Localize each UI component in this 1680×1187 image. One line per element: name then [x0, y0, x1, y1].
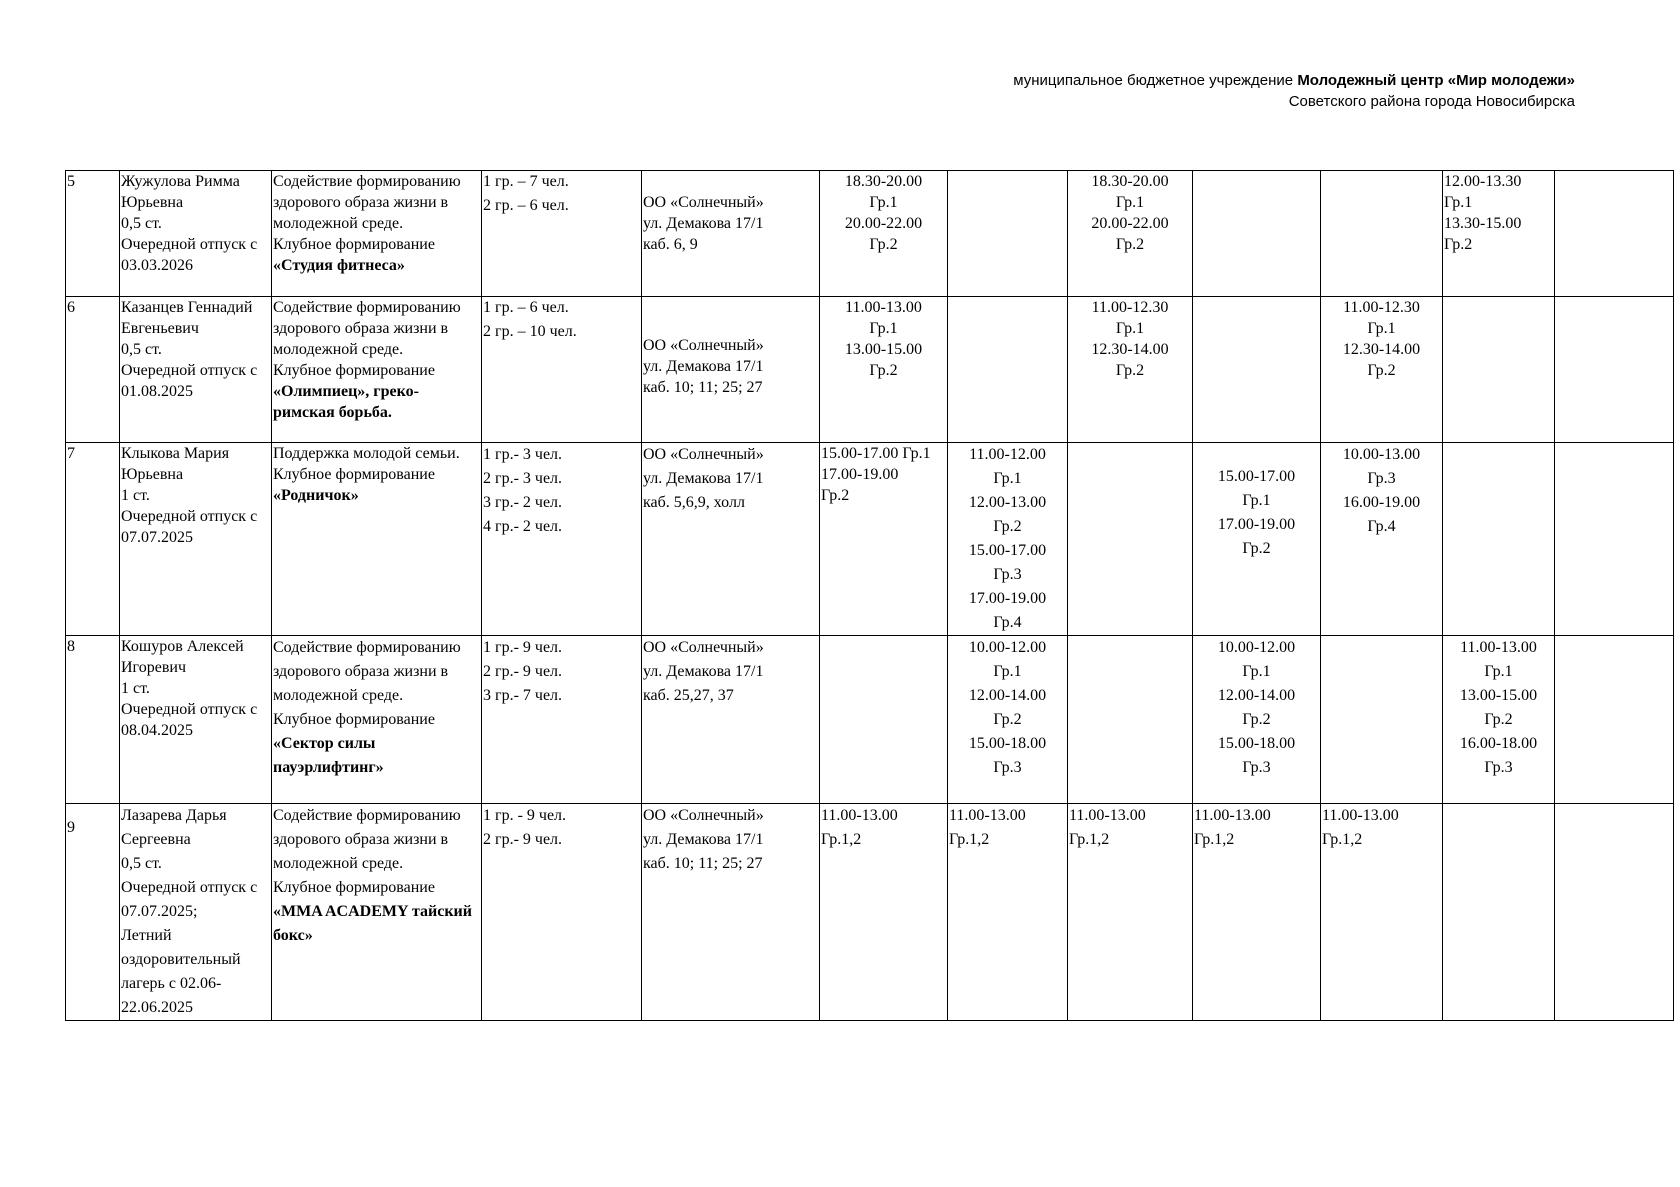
day-cell [1555, 443, 1674, 636]
day-cell: 10.00-13.00 Гр.3 16.00-19.00 Гр.4 [1321, 443, 1443, 636]
day-cell: 15.00-17.00 Гр.1 17.00-19.00 Гр.2 [820, 443, 948, 636]
location-cell: ОО «Солнечный» ул. Демакова 17/1 каб. 6, 9 [642, 171, 820, 297]
day-cell: 18.30-20.00 Гр.1 20.00-22.00 Гр.2 [1068, 171, 1193, 297]
row-number: 6 [66, 297, 120, 443]
day-cell: 11.00-12.30 Гр.1 12.30-14.00 Гр.2 [1068, 297, 1193, 443]
location-cell: ОО «Солнечный» ул. Демакова 17/1 каб. 25,27, 37 [642, 636, 820, 804]
table-row [66, 804, 1674, 1021]
table-row [66, 636, 1674, 804]
groups-cell: 1 гр.- 3 чел. 2 гр.- 3 чел. 3 гр.- 2 чел. 4 гр.- 2 чел. [482, 443, 642, 636]
day-cell [948, 171, 1068, 297]
club-name: «Олимпиец», греко-римская борьба. [273, 383, 419, 421]
groups-cell: 1 гр. – 7 чел. 2 гр. – 6 чел. [482, 171, 642, 297]
club-name: «Родничок» [273, 487, 359, 504]
day-cell: 11.00-13.00 Гр.1,2 [1193, 804, 1321, 1021]
day-cell [1321, 636, 1443, 804]
direction-cell: Содействие формированию здорового образа жизни в молодежной среде. Клубное формирование «MMA ACADEMY тайский бокс» [272, 804, 482, 1021]
person-cell: Лазарева Дарья Сергеевна 0,5 ст. Очередной отпуск с 07.07.2025; Летний оздоровительный лагерь с 02.06-22.06.2025 [120, 804, 272, 1021]
day-cell: 11.00-12.30 Гр.1 12.30-14.00 Гр.2 [1321, 297, 1443, 443]
club-name: «Сектор силы пауэрлифтинг» [273, 735, 384, 776]
day-cell [1443, 297, 1555, 443]
day-cell [1555, 636, 1674, 804]
day-cell [820, 636, 948, 804]
row-number: 7 [66, 443, 120, 636]
day-cell: 18.30-20.00 Гр.1 20.00-22.00 Гр.2 [820, 171, 948, 297]
row-number: 8 [66, 636, 120, 804]
day-cell [1443, 443, 1555, 636]
day-cell: 11.00-13.00 Гр.1,2 [1321, 804, 1443, 1021]
day-cell [1321, 171, 1443, 297]
day-cell [1193, 297, 1321, 443]
day-cell [948, 297, 1068, 443]
groups-cell: 1 гр. – 6 чел. 2 гр. – 10 чел. [482, 297, 642, 443]
day-cell [1443, 804, 1555, 1021]
institution-header [1013, 70, 1575, 112]
row-number: 9 [66, 804, 120, 1021]
day-cell: 11.00-12.00 Гр.1 12.00-13.00 Гр.2 15.00-17.00 Гр.3 17.00-19.00 Гр.4 [948, 443, 1068, 636]
table-row [66, 171, 1674, 297]
day-cell [1555, 804, 1674, 1021]
day-cell [1193, 171, 1321, 297]
groups-cell: 1 гр. - 9 чел. 2 гр.- 9 чел. [482, 804, 642, 1021]
table-row [66, 297, 1674, 443]
direction-cell: Содействие формированию здорового образа жизни в молодежной среде. Клубное формирование «Олимпиец», греко-римская борьба. [272, 297, 482, 443]
direction-cell: Содействие формированию здорового образа жизни в молодежной среде. Клубное формирование «Студия фитнеса» [272, 171, 482, 297]
direction-cell: Поддержка молодой семьи. Клубное формирование «Родничок» [272, 443, 482, 636]
person-cell: Кошуров Алексей Игоревич 1 ст. Очередной отпуск с 08.04.2025 [120, 636, 272, 804]
club-name: «MMA ACADEMY тайский бокс» [273, 903, 472, 944]
location-cell: ОО «Солнечный» ул. Демакова 17/1 каб. 5,6,9, холл [642, 443, 820, 636]
person-cell: Жужулова Римма Юрьевна 0,5 ст. Очередной отпуск с 03.03.2026 [120, 171, 272, 297]
day-cell: 11.00-13.00 Гр.1,2 [820, 804, 948, 1021]
day-cell: 10.00-12.00 Гр.1 12.00-14.00 Гр.2 15.00-18.00 Гр.3 [948, 636, 1068, 804]
header-line-2: Советского района города Новосибирска [1288, 93, 1575, 110]
day-cell: 12.00-13.30 Гр.1 13.30-15.00 Гр.2 [1443, 171, 1555, 297]
row-number: 5 [66, 171, 120, 297]
groups-cell: 1 гр.- 9 чел. 2 гр.- 9 чел. 3 гр.- 7 чел. [482, 636, 642, 804]
day-cell: 15.00-17.00 Гр.1 17.00-19.00 Гр.2 [1193, 443, 1321, 636]
club-name: «Студия фитнеса» [273, 257, 405, 274]
day-cell [1068, 636, 1193, 804]
day-cell: 11.00-13.00 Гр.1 13.00-15.00 Гр.2 16.00-18.00 Гр.3 [1443, 636, 1555, 804]
schedule-table [65, 170, 1674, 1021]
table-row [66, 443, 1674, 636]
location-cell: ОО «Солнечный» ул. Демакова 17/1 каб. 10; 11; 25; 27 [642, 804, 820, 1021]
header-line-1: муниципальное бюджетное учреждение Молодежный центр «Мир молодежи» [1013, 72, 1575, 89]
day-cell: 10.00-12.00 Гр.1 12.00-14.00 Гр.2 15.00-18.00 Гр.3 [1193, 636, 1321, 804]
location-cell: ОО «Солнечный» ул. Демакова 17/1 каб. 10; 11; 25; 27 [642, 297, 820, 443]
day-cell [1068, 443, 1193, 636]
day-cell [1555, 297, 1674, 443]
person-cell: Казанцев Геннадий Евгеньевич 0,5 ст. Очередной отпуск с 01.08.2025 [120, 297, 272, 443]
day-cell: 11.00-13.00 Гр.1,2 [948, 804, 1068, 1021]
day-cell: 11.00-13.00 Гр.1 13.00-15.00 Гр.2 [820, 297, 948, 443]
day-cell: 11.00-13.00 Гр.1,2 [1068, 804, 1193, 1021]
day-cell [1555, 171, 1674, 297]
direction-cell: Содействие формированию здорового образа жизни в молодежной среде. Клубное формирование «Сектор силы пауэрлифтинг» [272, 636, 482, 804]
person-cell: Клыкова Мария Юрьевна 1 ст. Очередной отпуск с 07.07.2025 [120, 443, 272, 636]
